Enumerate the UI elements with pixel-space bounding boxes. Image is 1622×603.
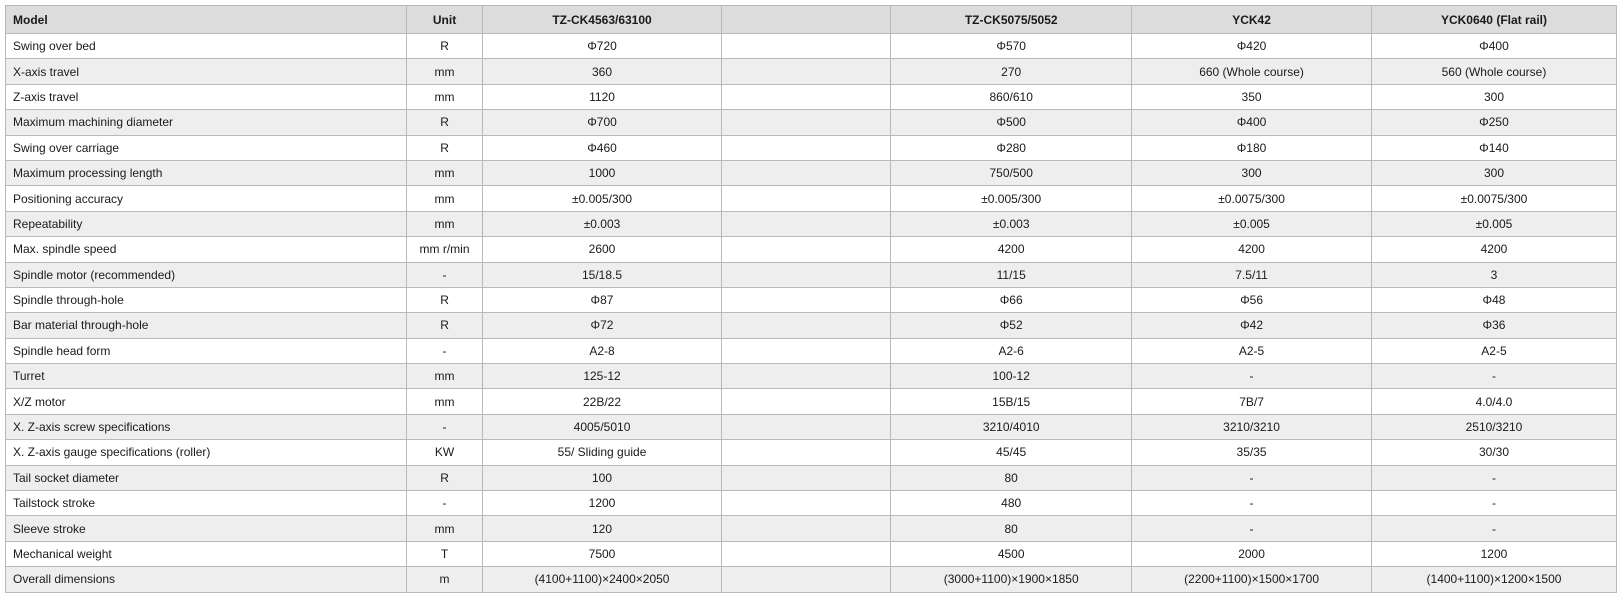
cell-unit: - [407,262,482,287]
table-row [6,186,1617,211]
cell-blank-value [722,541,891,566]
cell-tz-ck5075-value: 750/500 [891,160,1132,185]
cell-blank-value [722,135,891,160]
cell-yck0640-value: Φ36 [1371,313,1616,338]
cell-unit: R [407,110,482,135]
cell-tz-ck4563-value: (4100+1100)×2400×2050 [482,567,722,592]
cell-param-name: X. Z-axis gauge specifications (roller) [6,440,407,465]
cell-blank-value [722,389,891,414]
cell-blank-value [722,414,891,439]
cell-tz-ck4563-value: 55/ Sliding guide [482,440,722,465]
cell-blank-value [722,567,891,592]
cell-tz-ck5075-value: 45/45 [891,440,1132,465]
cell-blank-value [722,465,891,490]
cell-yck0640-value: ±0.005 [1371,211,1616,236]
cell-tz-ck4563-value: A2-8 [482,338,722,363]
cell-tz-ck4563-value: 100 [482,465,722,490]
table-row [6,491,1617,516]
cell-yck0640-value: ±0.0075/300 [1371,186,1616,211]
cell-blank-value [722,110,891,135]
cell-yck42-value: 660 (Whole course) [1132,59,1372,84]
cell-blank-value [722,364,891,389]
cell-blank-value [722,516,891,541]
cell-yck42-value: Φ420 [1132,34,1372,59]
cell-tz-ck4563-value: Φ700 [482,110,722,135]
table-row [6,160,1617,185]
cell-tz-ck5075-value: 270 [891,59,1132,84]
cell-yck42-value: ±0.005 [1132,211,1372,236]
cell-tz-ck5075-value: ±0.005/300 [891,186,1132,211]
cell-tz-ck4563-value: Φ720 [482,34,722,59]
table-header [6,6,1617,34]
cell-yck42-value: 300 [1132,160,1372,185]
cell-yck0640-value: 1200 [1371,541,1616,566]
cell-yck42-value: ±0.0075/300 [1132,186,1372,211]
cell-tz-ck5075-value: 11/15 [891,262,1132,287]
cell-unit: R [407,287,482,312]
cell-unit: mm [407,160,482,185]
cell-param-name: Bar material through-hole [6,313,407,338]
cell-tz-ck4563-value: 360 [482,59,722,84]
table-row [6,237,1617,262]
table-row [6,338,1617,363]
cell-blank-value [722,34,891,59]
cell-tz-ck4563-value: Φ460 [482,135,722,160]
cell-yck0640-value: - [1371,364,1616,389]
cell-blank-value [722,160,891,185]
table-row [6,440,1617,465]
cell-param-name: X-axis travel [6,59,407,84]
cell-param-name: Mechanical weight [6,541,407,566]
table-row [6,414,1617,439]
cell-unit: mm [407,389,482,414]
table-row [6,34,1617,59]
table-row [6,541,1617,566]
cell-tz-ck5075-value: 4200 [891,237,1132,262]
cell-blank-value [722,84,891,109]
cell-tz-ck4563-value: 1200 [482,491,722,516]
cell-yck42-value: Φ180 [1132,135,1372,160]
cell-unit: mm [407,84,482,109]
cell-tz-ck5075-value: Φ66 [891,287,1132,312]
table-row [6,59,1617,84]
cell-yck0640-value: - [1371,465,1616,490]
table-row [6,211,1617,236]
cell-yck42-value: Φ56 [1132,287,1372,312]
cell-param-name: Spindle head form [6,338,407,363]
cell-yck0640-value: A2-5 [1371,338,1616,363]
cell-param-name: Maximum machining diameter [6,110,407,135]
cell-yck0640-value: 300 [1371,160,1616,185]
cell-param-name: Max. spindle speed [6,237,407,262]
table-row [6,110,1617,135]
cell-tz-ck4563-value: Φ87 [482,287,722,312]
cell-yck0640-value: 4200 [1371,237,1616,262]
cell-yck42-value: A2-5 [1132,338,1372,363]
table-row [6,567,1617,592]
cell-param-name: Tailstock stroke [6,491,407,516]
cell-unit: - [407,414,482,439]
cell-unit: mm r/min [407,237,482,262]
cell-param-name: Positioning accuracy [6,186,407,211]
cell-tz-ck4563-value: 15/18.5 [482,262,722,287]
cell-yck0640-value: (1400+1100)×1200×1500 [1371,567,1616,592]
table-row [6,465,1617,490]
cell-yck42-value: Φ42 [1132,313,1372,338]
table-row [6,516,1617,541]
header-tz-ck4563: TZ-CK4563/63100 [482,6,722,34]
cell-tz-ck4563-value: 1120 [482,84,722,109]
cell-unit: m [407,567,482,592]
cell-blank-value [722,237,891,262]
cell-unit: mm [407,186,482,211]
table-row [6,84,1617,109]
cell-param-name: Turret [6,364,407,389]
cell-tz-ck5075-value: Φ280 [891,135,1132,160]
cell-yck42-value: Φ400 [1132,110,1372,135]
table-row [6,135,1617,160]
cell-tz-ck5075-value: 100-12 [891,364,1132,389]
table-row [6,364,1617,389]
cell-tz-ck5075-value: 4500 [891,541,1132,566]
cell-unit: mm [407,516,482,541]
table-body [6,34,1617,593]
cell-blank-value [722,287,891,312]
spec-table [5,5,1617,593]
cell-unit: - [407,491,482,516]
cell-yck42-value: 2000 [1132,541,1372,566]
cell-param-name: X/Z motor [6,389,407,414]
cell-blank-value [722,440,891,465]
cell-yck0640-value: 4.0/4.0 [1371,389,1616,414]
cell-tz-ck5075-value: 860/610 [891,84,1132,109]
cell-yck0640-value: - [1371,516,1616,541]
cell-tz-ck5075-value: A2-6 [891,338,1132,363]
cell-tz-ck5075-value: Φ500 [891,110,1132,135]
cell-unit: R [407,313,482,338]
cell-unit: KW [407,440,482,465]
cell-tz-ck4563-value: Φ72 [482,313,722,338]
cell-yck0640-value: Φ250 [1371,110,1616,135]
cell-tz-ck5075-value: ±0.003 [891,211,1132,236]
cell-tz-ck4563-value: 125-12 [482,364,722,389]
table-row [6,313,1617,338]
cell-yck0640-value: 30/30 [1371,440,1616,465]
cell-tz-ck4563-value: ±0.005/300 [482,186,722,211]
cell-yck42-value: - [1132,491,1372,516]
header-tz-ck5075: TZ-CK5075/5052 [891,6,1132,34]
cell-tz-ck4563-value: 2600 [482,237,722,262]
header-yck42: YCK42 [1132,6,1372,34]
cell-yck42-value: - [1132,465,1372,490]
table-row [6,262,1617,287]
cell-tz-ck5075-value: 80 [891,516,1132,541]
spec-table-container [5,5,1617,593]
cell-yck42-value: 350 [1132,84,1372,109]
cell-tz-ck5075-value: Φ52 [891,313,1132,338]
cell-unit: - [407,338,482,363]
table-row [6,287,1617,312]
cell-param-name: Sleeve stroke [6,516,407,541]
cell-blank-value [722,262,891,287]
cell-yck42-value: - [1132,364,1372,389]
cell-param-name: Spindle through-hole [6,287,407,312]
cell-unit: R [407,465,482,490]
cell-tz-ck4563-value: 4005/5010 [482,414,722,439]
header-unit: Unit [407,6,482,34]
cell-blank-value [722,211,891,236]
cell-yck0640-value: - [1371,491,1616,516]
cell-unit: R [407,34,482,59]
cell-yck42-value: 7.5/11 [1132,262,1372,287]
cell-unit: mm [407,59,482,84]
cell-blank-value [722,338,891,363]
cell-blank-value [722,491,891,516]
cell-yck42-value: - [1132,516,1372,541]
cell-yck42-value: (2200+1100)×1500×1700 [1132,567,1372,592]
cell-tz-ck4563-value: 1000 [482,160,722,185]
cell-yck0640-value: Φ140 [1371,135,1616,160]
cell-blank-value [722,186,891,211]
header-row [6,6,1617,34]
cell-blank-value [722,59,891,84]
cell-yck0640-value: 300 [1371,84,1616,109]
cell-tz-ck4563-value: 120 [482,516,722,541]
header-yck0640: YCK0640 (Flat rail) [1371,6,1616,34]
cell-yck42-value: 4200 [1132,237,1372,262]
cell-yck0640-value: 560 (Whole course) [1371,59,1616,84]
cell-unit: mm [407,364,482,389]
cell-tz-ck4563-value: 7500 [482,541,722,566]
cell-param-name: Overall dimensions [6,567,407,592]
cell-tz-ck5075-value: 3210/4010 [891,414,1132,439]
cell-blank-value [722,313,891,338]
cell-unit: R [407,135,482,160]
cell-yck0640-value: Φ400 [1371,34,1616,59]
cell-yck42-value: 3210/3210 [1132,414,1372,439]
cell-tz-ck4563-value: 22B/22 [482,389,722,414]
cell-yck0640-value: 2510/3210 [1371,414,1616,439]
cell-param-name: Maximum processing length [6,160,407,185]
cell-tz-ck5075-value: 80 [891,465,1132,490]
cell-unit: mm [407,211,482,236]
cell-tz-ck5075-value: Φ570 [891,34,1132,59]
cell-param-name: Spindle motor (recommended) [6,262,407,287]
cell-tz-ck5075-value: 480 [891,491,1132,516]
cell-yck0640-value: 3 [1371,262,1616,287]
cell-param-name: X. Z-axis screw specifications [6,414,407,439]
cell-yck42-value: 7B/7 [1132,389,1372,414]
cell-param-name: Swing over bed [6,34,407,59]
header-blank [722,6,891,34]
table-row [6,389,1617,414]
cell-param-name: Repeatability [6,211,407,236]
cell-param-name: Tail socket diameter [6,465,407,490]
cell-tz-ck4563-value: ±0.003 [482,211,722,236]
cell-unit: T [407,541,482,566]
cell-tz-ck5075-value: (3000+1100)×1900×1850 [891,567,1132,592]
cell-yck42-value: 35/35 [1132,440,1372,465]
cell-param-name: Swing over carriage [6,135,407,160]
header-model: Model [6,6,407,34]
cell-tz-ck5075-value: 15B/15 [891,389,1132,414]
cell-yck0640-value: Φ48 [1371,287,1616,312]
cell-param-name: Z-axis travel [6,84,407,109]
